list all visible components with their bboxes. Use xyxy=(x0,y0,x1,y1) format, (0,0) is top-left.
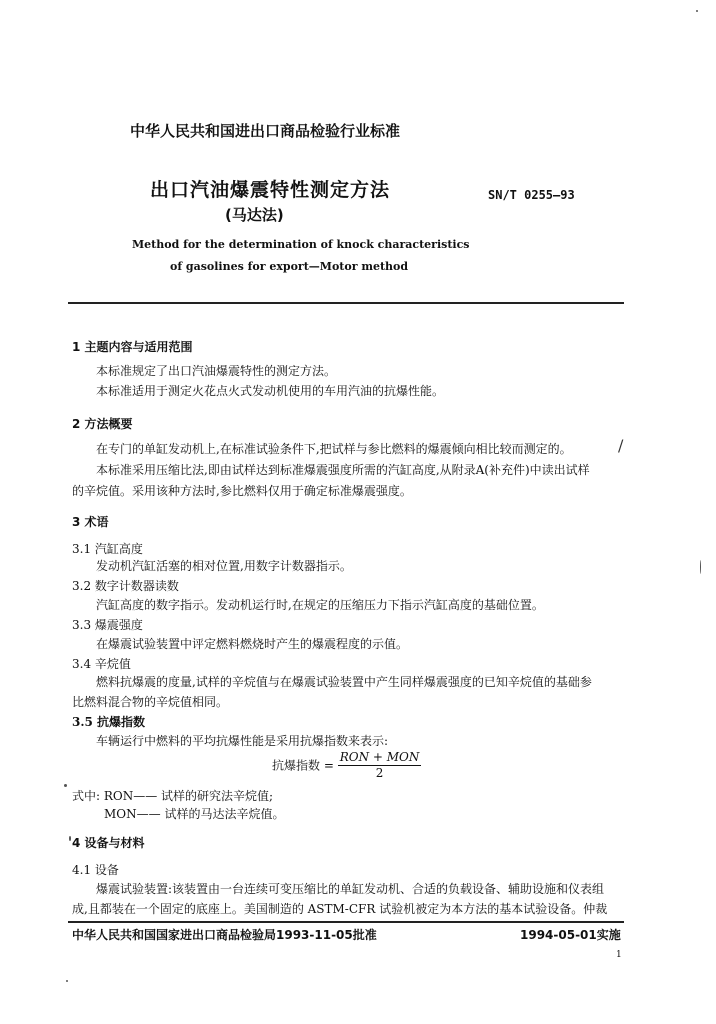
term-4-1-heading: 4.1 设备 xyxy=(72,863,119,877)
section-2-heading: 2 方法概要 xyxy=(72,417,133,431)
effective-date: 1994-05-01实施 xyxy=(520,928,621,942)
title-cn: 出口汽油爆震特性测定方法 xyxy=(150,179,391,201)
section-2-para-2b: 的辛烷值。采用该种方法时,参比燃料仅用于确定标准爆震强度。 xyxy=(72,484,412,498)
where-line-2: MON—— 试样的马达法辛烷值。 xyxy=(104,807,285,821)
term-4-1-text-b: 成,且都装在一个固定的底座上。美国制造的 ASTM-CFR 试验机被定为本方法的基本试验设备。仲裁 xyxy=(72,902,608,916)
term-3-3-text: 在爆震试验装置中评定燃料燃烧时产生的爆震程度的示值。 xyxy=(96,637,409,651)
issuing-authority: 中华人民共和国进出口商品检验行业标准 xyxy=(130,122,401,140)
term-3-5-text: 车辆运行中燃料的平均抗爆性能是采用抗爆指数来表示: xyxy=(96,734,389,748)
title-en-line2: of gasolines for export—Motor method xyxy=(170,260,409,273)
formula-denominator: 2 xyxy=(375,766,384,780)
term-3-1-heading: 3.1 汽缸高度 xyxy=(72,542,143,556)
formula-numerator: RON + MON xyxy=(339,750,420,764)
term-3-2-heading: 3.2 数字计数器读数 xyxy=(72,579,179,593)
subtitle-cn: (马达法) xyxy=(225,206,284,224)
title-en-line1: Method for the determination of knock characteristics xyxy=(132,238,470,251)
section-2-para-1: 在专门的单缸发动机上,在标准试验条件下,把试样与参比燃料的爆震倾向相比较而测定的。 xyxy=(96,442,572,456)
approval-line: 中华人民共和国国家进出口商品检验局1993-11-05批准 xyxy=(72,928,377,942)
term-3-2-text: 汽缸高度的数字指示。发动机运行时,在规定的压缩压力下指示汽缸高度的基础位置。 xyxy=(96,598,544,612)
scan-speck xyxy=(696,10,698,12)
section-3-heading: 3 术语 xyxy=(72,515,109,529)
header-divider xyxy=(68,302,624,304)
term-3-1-text: 发动机汽缸活塞的相对位置,用数字计数器指示。 xyxy=(96,559,352,573)
section-2-para-2a: 本标准采用压缩比法,即由试样达到标准爆震强度所需的汽缸高度,从附录A(补充件)中读出试样 xyxy=(96,463,590,477)
section-4-heading: 4 设备与材料 xyxy=(72,836,145,850)
section-1-heading: 1 主题内容与适用范围 xyxy=(72,340,193,354)
formula-lhs: 抗爆指数 = xyxy=(272,758,334,773)
footer-divider xyxy=(68,921,624,923)
term-3-4-text-b: 比燃料混合物的辛烷值相同。 xyxy=(72,695,229,709)
pen-mark: / xyxy=(618,436,624,455)
scan-speck xyxy=(66,980,68,982)
standard-number: SN/T 0255—93 xyxy=(488,188,575,202)
formula-fraction xyxy=(338,750,422,780)
page-number: 1 xyxy=(616,950,622,960)
term-3-5-heading: 3.5 抗爆指数 xyxy=(72,715,146,729)
scan-speck xyxy=(700,560,701,574)
term-4-1-text-a: 爆震试验装置:该装置由一台连续可变压缩比的单缸发动机、合适的负载设备、辅助设施和仪表组 xyxy=(96,882,605,896)
term-3-4-heading: 3.4 辛烷值 xyxy=(72,657,131,671)
term-3-4-text-a: 燃料抗爆震的度量,试样的辛烷值与在爆震试验装置中产生同样爆震强度的已知辛烷值的基础参 xyxy=(96,675,592,689)
where-line-1: 式中: RON—— 试样的研究法辛烷值; xyxy=(72,789,274,803)
section-1-para-2: 本标准适用于测定火花点火式发动机使用的车用汽油的抗爆性能。 xyxy=(96,384,445,398)
scan-speck xyxy=(64,784,67,787)
scan-speck xyxy=(69,836,71,841)
section-1-para-1: 本标准规定了出口汽油爆震特性的测定方法。 xyxy=(96,364,337,378)
term-3-3-heading: 3.3 爆震强度 xyxy=(72,618,143,632)
formula xyxy=(272,750,421,780)
